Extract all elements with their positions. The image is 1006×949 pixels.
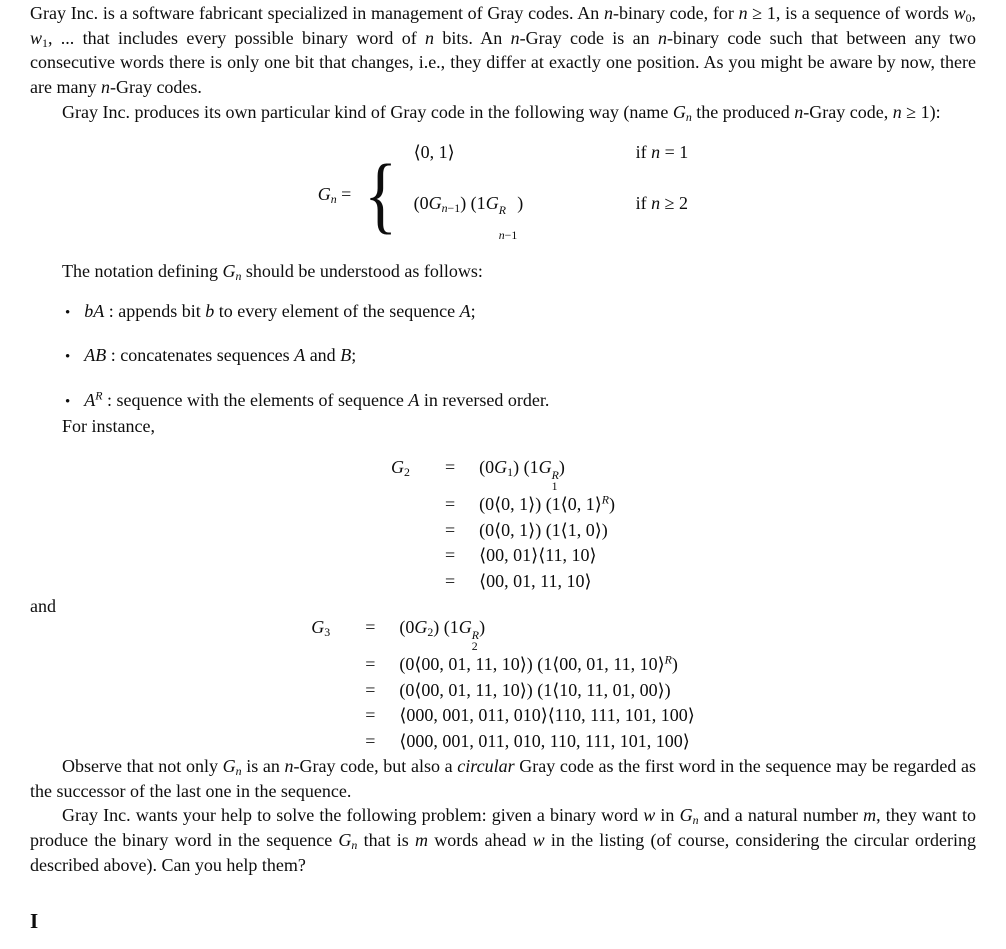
case-value: ⟨0, 1⟩ [413, 141, 455, 162]
g2-derivation [391, 455, 615, 594]
equation-rhs: (0⟨0, 1⟩) (1⟨0, 1⟩$^R$) [479, 492, 615, 515]
equation-rhs: $(0G_1)$ (1G R 1 ) [479, 456, 565, 494]
equals-sign: = [365, 654, 376, 675]
equation-rhs: ⟨000, 001, 011, 010, 110, 111, 101, 100⟩ [399, 730, 690, 751]
next-section-partial-heading [30, 909, 44, 934]
equals-sign: = [365, 705, 376, 726]
equation-lhs: $G_n$ = [317, 183, 352, 206]
problem-statement [30, 1, 977, 934]
left-brace: { [364, 145, 398, 242]
list-item [65, 299, 976, 326]
observe-paragraph: Observe that not only $G_n$ is an n-Gray code, but also a circular Gray code as the first word in the sequence may be regarded as the successor of the last one in the sequence. [30, 755, 976, 801]
cases-grid [414, 140, 689, 249]
equation-rhs: (0⟨00, 01, 11, 10⟩) (1⟨10, 11, 01, 00⟩) [399, 679, 671, 700]
equals-sign: = [445, 519, 456, 540]
notation-intro: The notation defining $G_n$ should be understood as follows: [62, 261, 483, 284]
equals-sign: = [365, 679, 376, 700]
equation-lhs [391, 543, 421, 568]
equals-sign: = [445, 456, 456, 477]
equation-rhs: $(0G_2)$ (1G R 2 ) [399, 616, 486, 654]
equation-lhs [311, 652, 341, 677]
equals-sign: = [445, 570, 456, 591]
equation-lhs [311, 729, 341, 754]
case-value: $(0G_{n-1})$ (1G R n−1 ) [413, 192, 524, 243]
equation-rhs: (0⟨00, 01, 11, 10⟩) (1⟨00, 01, 11, 10⟩$^R$) [399, 652, 678, 675]
equation-rhs: ⟨00, 01⟩⟨11, 10⟩ [479, 545, 597, 566]
equals-sign: = [365, 730, 376, 751]
bullet-icon: • [65, 305, 71, 322]
gn-definition-equation [318, 140, 689, 249]
list-item-text: $A^R$ : sequence with the elements of sequence A in reversed order. [84, 388, 550, 410]
equation-lhs [391, 492, 421, 517]
equation-lhs [311, 703, 341, 728]
list-item-text: bA : appends bit b to every element of the sequence A; [84, 301, 476, 322]
equation-rhs: ⟨00, 01, 11, 10⟩ [479, 570, 592, 591]
equation-lhs [391, 518, 421, 543]
g3-derivation [311, 615, 695, 754]
list-item [65, 343, 976, 370]
equals-sign: = [445, 494, 456, 515]
bullet-icon: • [65, 349, 71, 366]
list-item-text: AB : concatenates sequences A and B; [84, 345, 357, 366]
task-paragraph: Gray Inc. wants your help to solve the following problem: given a binary word w in $G_n$ and a natural number m, they want to produce the binary word in the sequence $G_n$ that is m words ahead w in the listing (of course, considering the circular ordering described above). Can you help them? [30, 805, 977, 875]
equals-sign: = [365, 616, 376, 637]
case-condition: if n ≥ 2 [635, 192, 688, 213]
equation-rhs: (0⟨0, 1⟩) (1⟨1, 0⟩) [479, 519, 608, 540]
equation-lhs [391, 569, 421, 594]
and-text: and [30, 596, 56, 617]
partial-heading-glyph: I [30, 909, 39, 934]
notation-list [30, 299, 976, 414]
for-instance-text: For instance, [62, 416, 155, 437]
list-item [65, 388, 976, 415]
equals-sign: = [445, 545, 456, 566]
produces-paragraph: Gray Inc. produces its own particular kind of Gray code in the following way (name $G_n$ the produced n-Gray code, n ≥ 1): [62, 101, 941, 124]
intro-paragraph: Gray Inc. is a software fabricant specialized in management of Gray codes. An n-binary code, for n ≥ 1, is a sequence of words $w_0$, $w_1$, ... that includes every possible binary word of n bits. An n-Gray code is an n-binary code such that between any two consecutive words there is only one bit that changes, i.e., they differ at exactly one position. As you might be aware by now, there are many n-Gray codes. [30, 3, 977, 98]
equation-lhs: $G_2$ [391, 456, 410, 479]
equation-lhs [311, 678, 341, 703]
case-condition: if n = 1 [635, 141, 689, 162]
bullet-icon: • [65, 393, 71, 410]
equation-rhs: ⟨000, 001, 011, 010⟩⟨110, 111, 101, 100⟩ [399, 705, 695, 726]
equation-lhs: $G_3$ [311, 616, 331, 639]
